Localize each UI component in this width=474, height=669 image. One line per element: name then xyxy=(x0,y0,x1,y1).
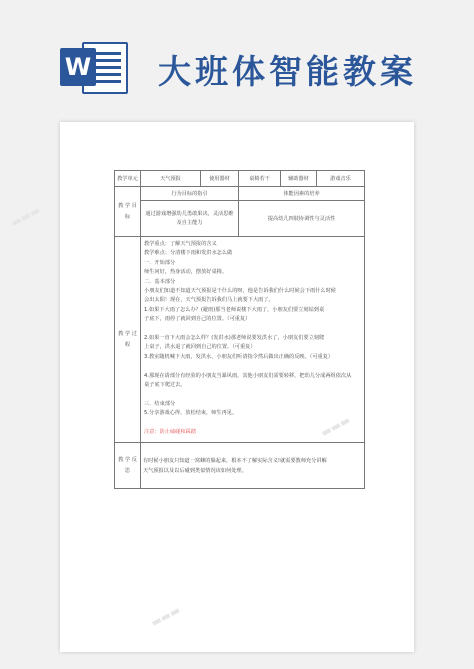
process-line: 一．开始部分 xyxy=(144,259,176,266)
process-lines xyxy=(144,240,361,438)
reflection-line: 天气预报以及以后碰到类似情况该如何处理。 xyxy=(143,467,247,474)
process-line: 桌子底下爬过去。 xyxy=(144,382,186,389)
document-page xyxy=(60,122,414,652)
equipment-label: 使用器材 xyxy=(201,171,239,187)
physical-goal-text: 提高幼儿四肢协调性与灵活性 xyxy=(239,201,365,237)
header-row xyxy=(115,171,365,187)
lesson-plan-table xyxy=(114,170,365,489)
unit-value: 天气预报 xyxy=(141,171,201,187)
process-line: 教学难点：分清楼下雨和发洪水怎么做 xyxy=(144,250,233,257)
process-line xyxy=(144,325,361,334)
process-line xyxy=(144,362,361,371)
process-line: 师生问好，热身活动，摆放好桌椅。 xyxy=(144,269,228,276)
safety-note: 注意：防止磕碰和踩踏 xyxy=(144,429,196,436)
reflection-label: 教 学 反 思 xyxy=(115,443,141,489)
process-line: 4.那现在请部分有经验的小朋友当暴风雨，其他小朋友们需要转移，把幼儿分成两组依次从 xyxy=(144,372,352,379)
goals-header-row xyxy=(115,187,365,201)
process-line: 三．结束部分 xyxy=(144,400,176,407)
watermark-decoration: ▬▬▬ xyxy=(318,413,353,440)
process-line: 3.教室随机喊下大雨，发洪水，小朋友们听清指令然后做出正确的反映。（可重复） xyxy=(144,353,334,360)
process-line: 5.分享游戏心得，放松结束，师生再见。 xyxy=(144,410,238,417)
process-line: 2.如果一直下大雨会怎么样？(发洪水)那老师说要发洪水了，小朋友们要立刻爬 xyxy=(144,335,325,342)
process-line: 1.如果下大雨了怎么办？(避雨)那当老师说楼下大雨了，小朋友们要立刻钻到桌 xyxy=(144,306,325,313)
process-line: 子底下，雨停了就回到自己的位置。（可重复） xyxy=(144,316,251,323)
process-line: 二．基本部分 xyxy=(144,278,176,285)
watermark-decoration: ▬▬▬ xyxy=(8,203,43,230)
process-content xyxy=(141,237,365,443)
process-line: 教学重点：了解天气预报的含义 xyxy=(144,241,217,247)
behavior-goal-text: 通过游戏增强幼儿勇敢果决，灵活思维及自主能力 xyxy=(141,201,239,237)
goals-label: 教 学 目 标 xyxy=(115,187,141,237)
process-line: 会出太阳！现在，天气预报告诉我们马上就要下大雨了。 xyxy=(144,297,274,304)
process-line xyxy=(144,391,361,400)
banner-title: 大班体智能教案 xyxy=(158,52,417,91)
word-doc-icon xyxy=(60,38,130,96)
physical-goal-header: 体能因素的培养 xyxy=(239,187,365,201)
process-label: 教 学 过 程 xyxy=(115,237,141,443)
process-line: 小朋友们知道不知道天气预报是干什么的呀，他是告诉我们什么时候会下雨什么时候 xyxy=(144,288,336,295)
unit-label: 教学单元 xyxy=(115,171,141,187)
reflection-line: 有时候小朋友只知道一窝蜂的躲起来，根本不了解实际含义!就需要教师充分讲解 xyxy=(143,457,327,464)
aux-equipment-label: 辅助器材 xyxy=(281,171,317,187)
process-row xyxy=(115,237,365,443)
equipment-value: 桌椅若干 xyxy=(239,171,281,187)
aux-equipment-value: 游戏音乐 xyxy=(317,171,365,187)
reflection-content xyxy=(141,443,365,489)
goals-content-row xyxy=(115,201,365,237)
process-line xyxy=(144,419,361,428)
behavior-goal-header: 行为目标的指引 xyxy=(141,187,239,201)
watermark-decoration: ▬▬▬ xyxy=(148,603,183,630)
word-letter-badge: W xyxy=(60,48,96,86)
banner xyxy=(0,0,474,110)
process-line: 上桌子，洪水退了就回到自己的位置。（可重复） xyxy=(144,344,256,351)
reflection-row xyxy=(115,443,365,489)
